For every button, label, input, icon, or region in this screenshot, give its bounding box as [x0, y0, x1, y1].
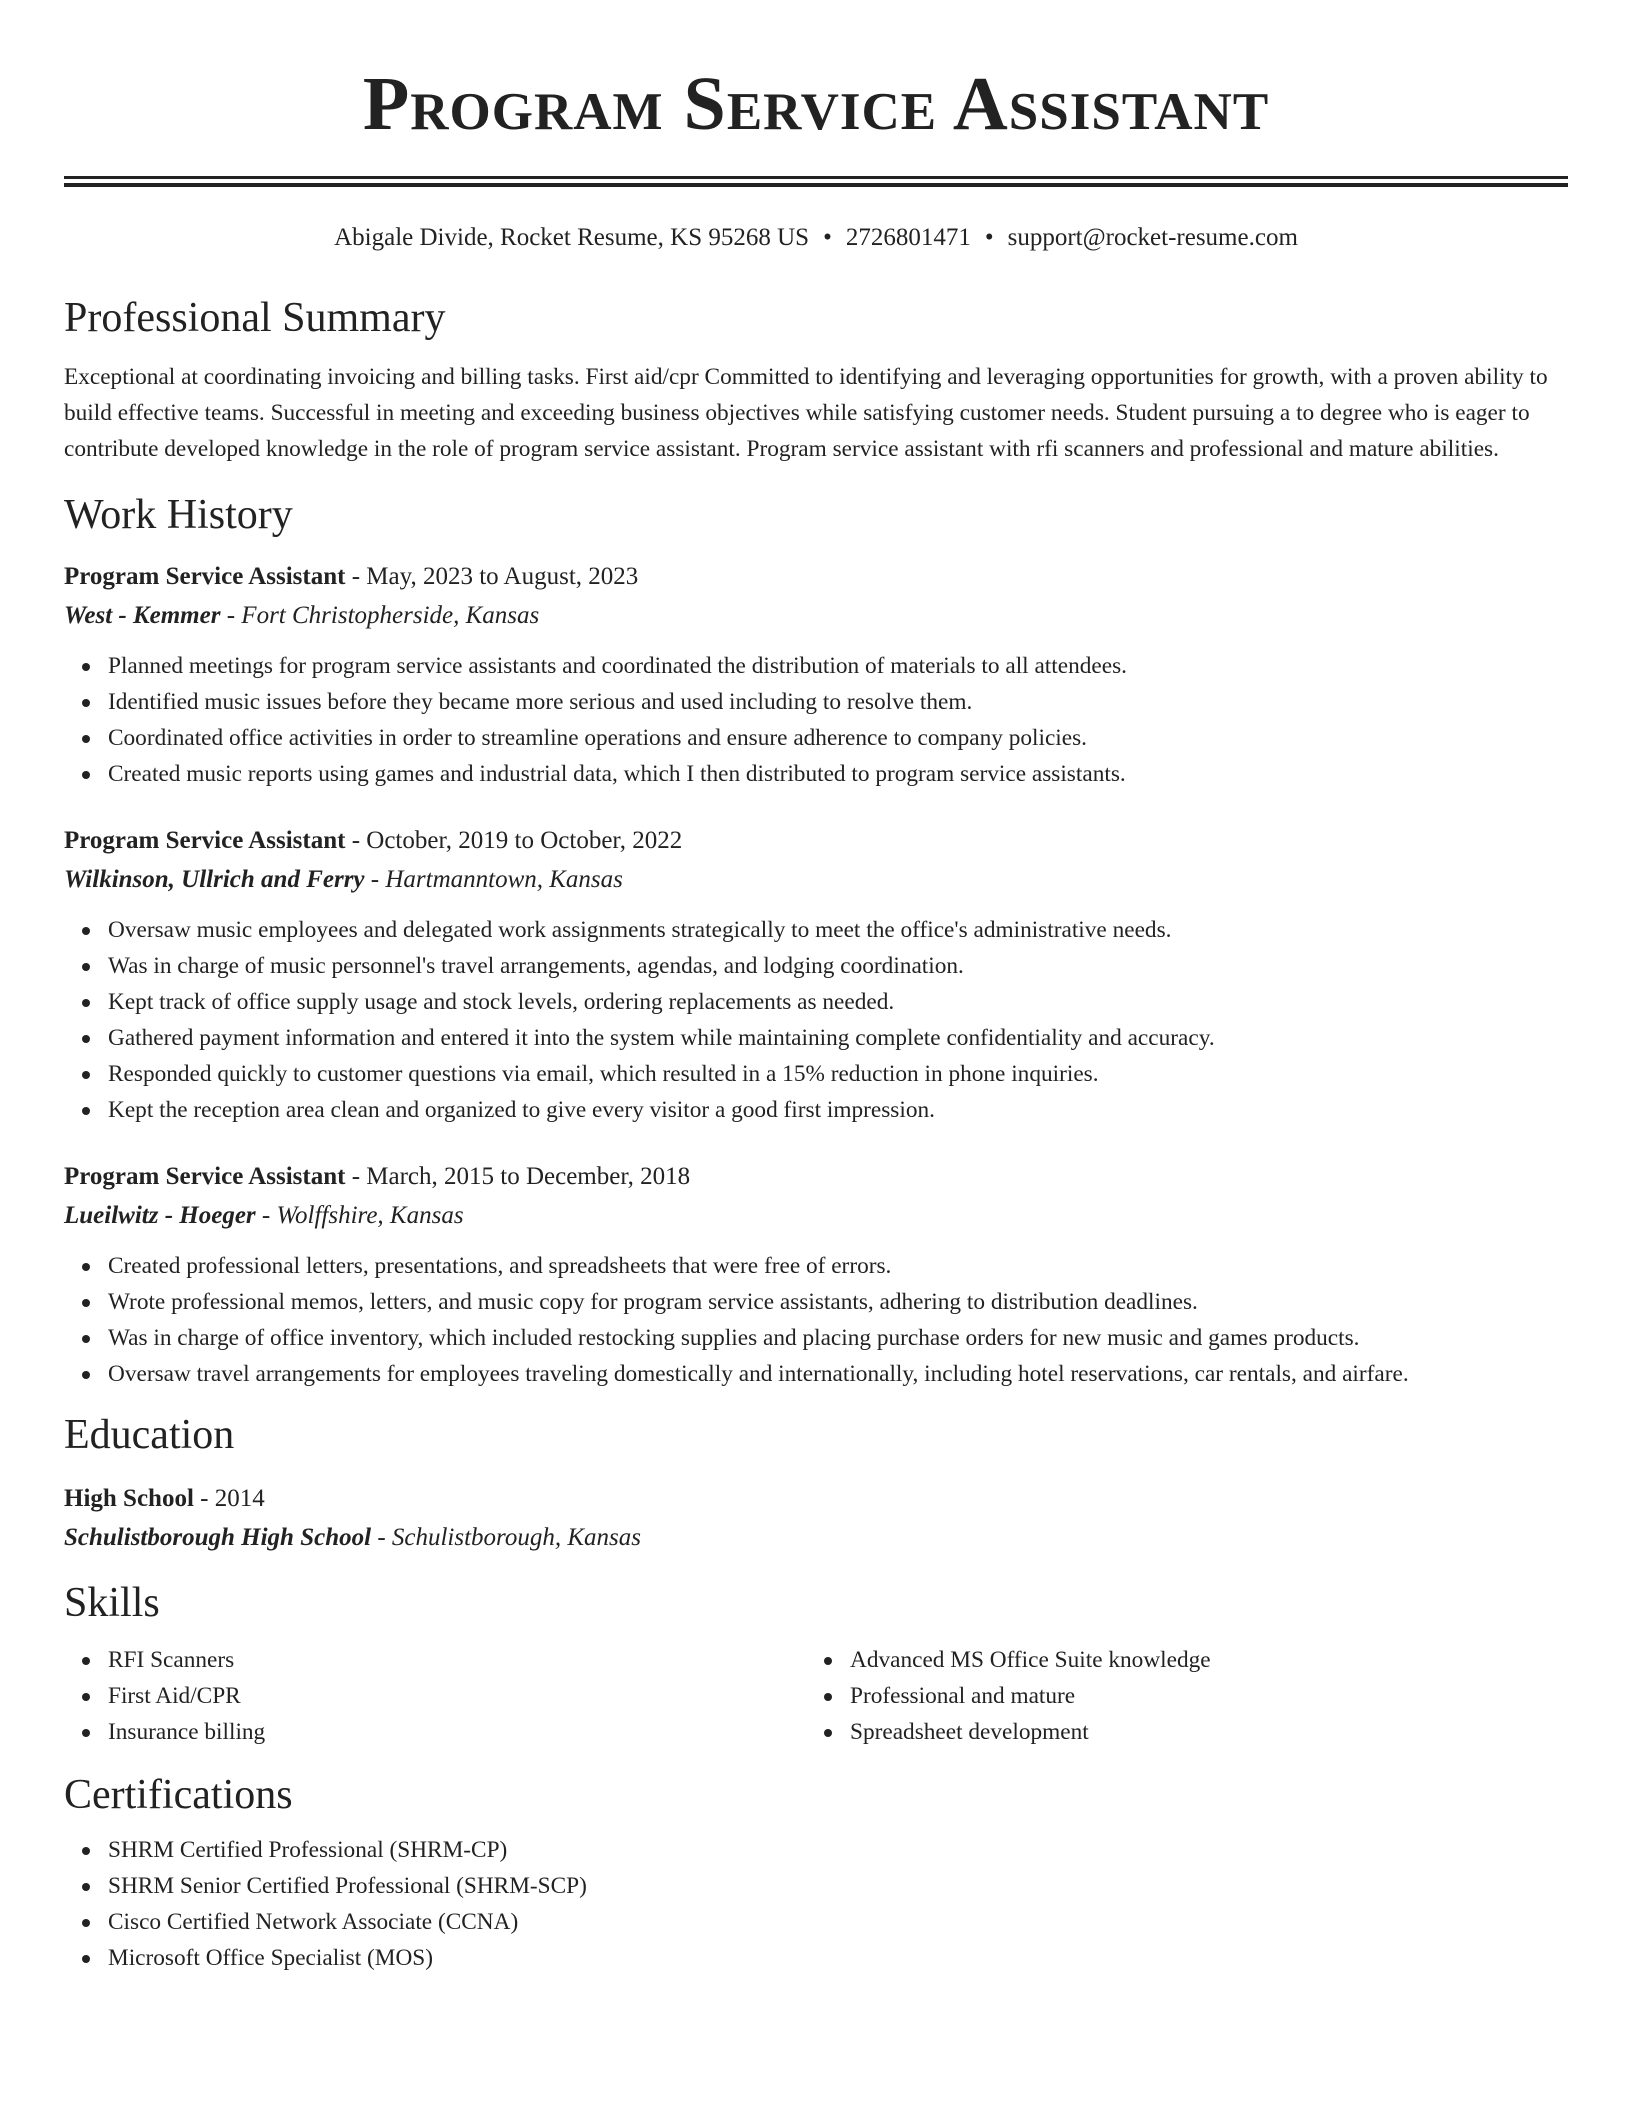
- list-item: Planned meetings for program service assistants and coordinated the distribution of materials to all attendees.: [64, 648, 1568, 684]
- list-item: Created music reports using games and industrial data, which I then distributed to program service assistants.: [64, 756, 1568, 792]
- degree-line: [64, 1480, 1568, 1518]
- certifications-heading: Certifications: [64, 1772, 293, 1818]
- list-item: RFI Scanners: [64, 1642, 806, 1678]
- skills-columns: [64, 1642, 1568, 1750]
- contact-email: support@rocket-resume.com: [1007, 224, 1298, 251]
- employer-location: - Wolffshire, Kansas: [255, 1202, 464, 1229]
- employer-location: - Fort Christopherside, Kansas: [220, 602, 540, 629]
- list-item: Kept track of office supply usage and stock levels, ordering replacements as needed.: [64, 984, 1568, 1020]
- job-bullets: [64, 912, 1568, 1128]
- list-item: Professional and mature: [806, 1678, 1548, 1714]
- contact-line: [64, 222, 1568, 254]
- list-item: Gathered payment information and entered it into the system while maintaining complete confidentiality and accuracy.: [64, 1020, 1568, 1056]
- job-title-line: [64, 558, 1568, 596]
- contact-separator: •: [823, 224, 832, 251]
- employer-line: [64, 596, 1568, 636]
- job-dates: - May, 2023 to August, 2023: [345, 563, 639, 590]
- list-item: Oversaw travel arrangements for employees traveling domestically and internationally, including hotel reservations, car rentals, and airfare.: [64, 1356, 1568, 1392]
- degree: High School: [64, 1485, 194, 1512]
- job-entry: [64, 822, 1568, 1128]
- list-item: Identified music issues before they became more serious and used including to resolve them.: [64, 684, 1568, 720]
- school-line: [64, 1518, 1568, 1558]
- resume-name: Program Service Assistant: [362, 62, 1270, 146]
- employer-location: - Hartmanntown, Kansas: [364, 866, 623, 893]
- job-title: Program Service Assistant: [64, 563, 346, 590]
- list-item: Was in charge of music personnel's travel arrangements, agendas, and lodging coordination.: [64, 948, 1568, 984]
- school-location: - Schulistborough, Kansas: [371, 1524, 641, 1551]
- list-item: Was in charge of office inventory, which included restocking supplies and placing purchase orders for new music and games products.: [64, 1320, 1568, 1356]
- contact-phone: 2726801471: [845, 224, 971, 251]
- contact-separator: •: [984, 224, 994, 251]
- list-item: Microsoft Office Specialist (MOS): [64, 1940, 1568, 1976]
- skills-left-list: [64, 1642, 806, 1750]
- education-heading: Education: [64, 1412, 235, 1458]
- list-item: Responded quickly to customer questions via email, which resulted in a 15% reduction in phone inquiries.: [64, 1056, 1568, 1092]
- skills-heading: Skills: [64, 1580, 160, 1626]
- job-bullets: [64, 648, 1568, 792]
- summary-heading: Professional Summary: [64, 295, 446, 341]
- job-entry: [64, 558, 1568, 792]
- employer-line: [64, 1196, 1568, 1236]
- header-divider: [64, 176, 1568, 187]
- summary-text: Exceptional at coordinating invoicing and billing tasks. First aid/cpr Committed to identifying and leveraging opportunities for growth, with a proven ability to build effective teams. Successful in meeting and exceeding business objectives while satisfying customer needs. Student pursuing a to degree who is eager to contribute developed knowledge in the role of program service assistant. Program service assistant with rfi scanners and professional and mature abilities.: [64, 364, 1548, 462]
- list-item: Coordinated office activities in order to streamline operations and ensure adherence to company policies.: [64, 720, 1568, 756]
- list-item: Wrote professional memos, letters, and music copy for program service assistants, adhering to distribution deadlines.: [64, 1284, 1568, 1320]
- employer-name: West - Kemmer: [64, 602, 221, 629]
- list-item: Insurance billing: [64, 1714, 806, 1750]
- list-item: Cisco Certified Network Associate (CCNA): [64, 1904, 1568, 1940]
- job-title: Program Service Assistant: [64, 1163, 346, 1190]
- job-title-line: [64, 822, 1568, 860]
- contact-address: Abigale Divide, Rocket Resume, KS 95268 US: [334, 224, 810, 251]
- job-dates: - March, 2015 to December, 2018: [345, 1163, 691, 1190]
- certifications-list: [64, 1832, 1568, 1976]
- list-item: SHRM Certified Professional (SHRM-CP): [64, 1832, 1568, 1868]
- employer-line: [64, 860, 1568, 900]
- list-item: Kept the reception area clean and organized to give every visitor a good first impression.: [64, 1092, 1568, 1128]
- job-dates: - October, 2019 to October, 2022: [345, 827, 683, 854]
- skills-right-list: [806, 1642, 1548, 1750]
- work-history-heading: Work History: [64, 492, 293, 538]
- list-item: Spreadsheet development: [806, 1714, 1548, 1750]
- list-item: Created professional letters, presentations, and spreadsheets that were free of errors.: [64, 1248, 1568, 1284]
- employer-name: Lueilwitz - Hoeger: [64, 1202, 256, 1229]
- job-entry: [64, 1158, 1568, 1392]
- job-bullets: [64, 1248, 1568, 1392]
- list-item: Oversaw music employees and delegated work assignments strategically to meet the office's administrative needs.: [64, 912, 1568, 948]
- education-entry: [64, 1480, 1568, 1558]
- list-item: First Aid/CPR: [64, 1678, 806, 1714]
- list-item: Advanced MS Office Suite knowledge: [806, 1642, 1548, 1678]
- education-year: - 2014: [193, 1485, 265, 1512]
- job-title-line: [64, 1158, 1568, 1196]
- school-name: Schulistborough High School: [64, 1524, 372, 1551]
- list-item: SHRM Senior Certified Professional (SHRM-SCP): [64, 1868, 1568, 1904]
- job-title: Program Service Assistant: [64, 827, 346, 854]
- employer-name: Wilkinson, Ullrich and Ferry: [64, 866, 365, 893]
